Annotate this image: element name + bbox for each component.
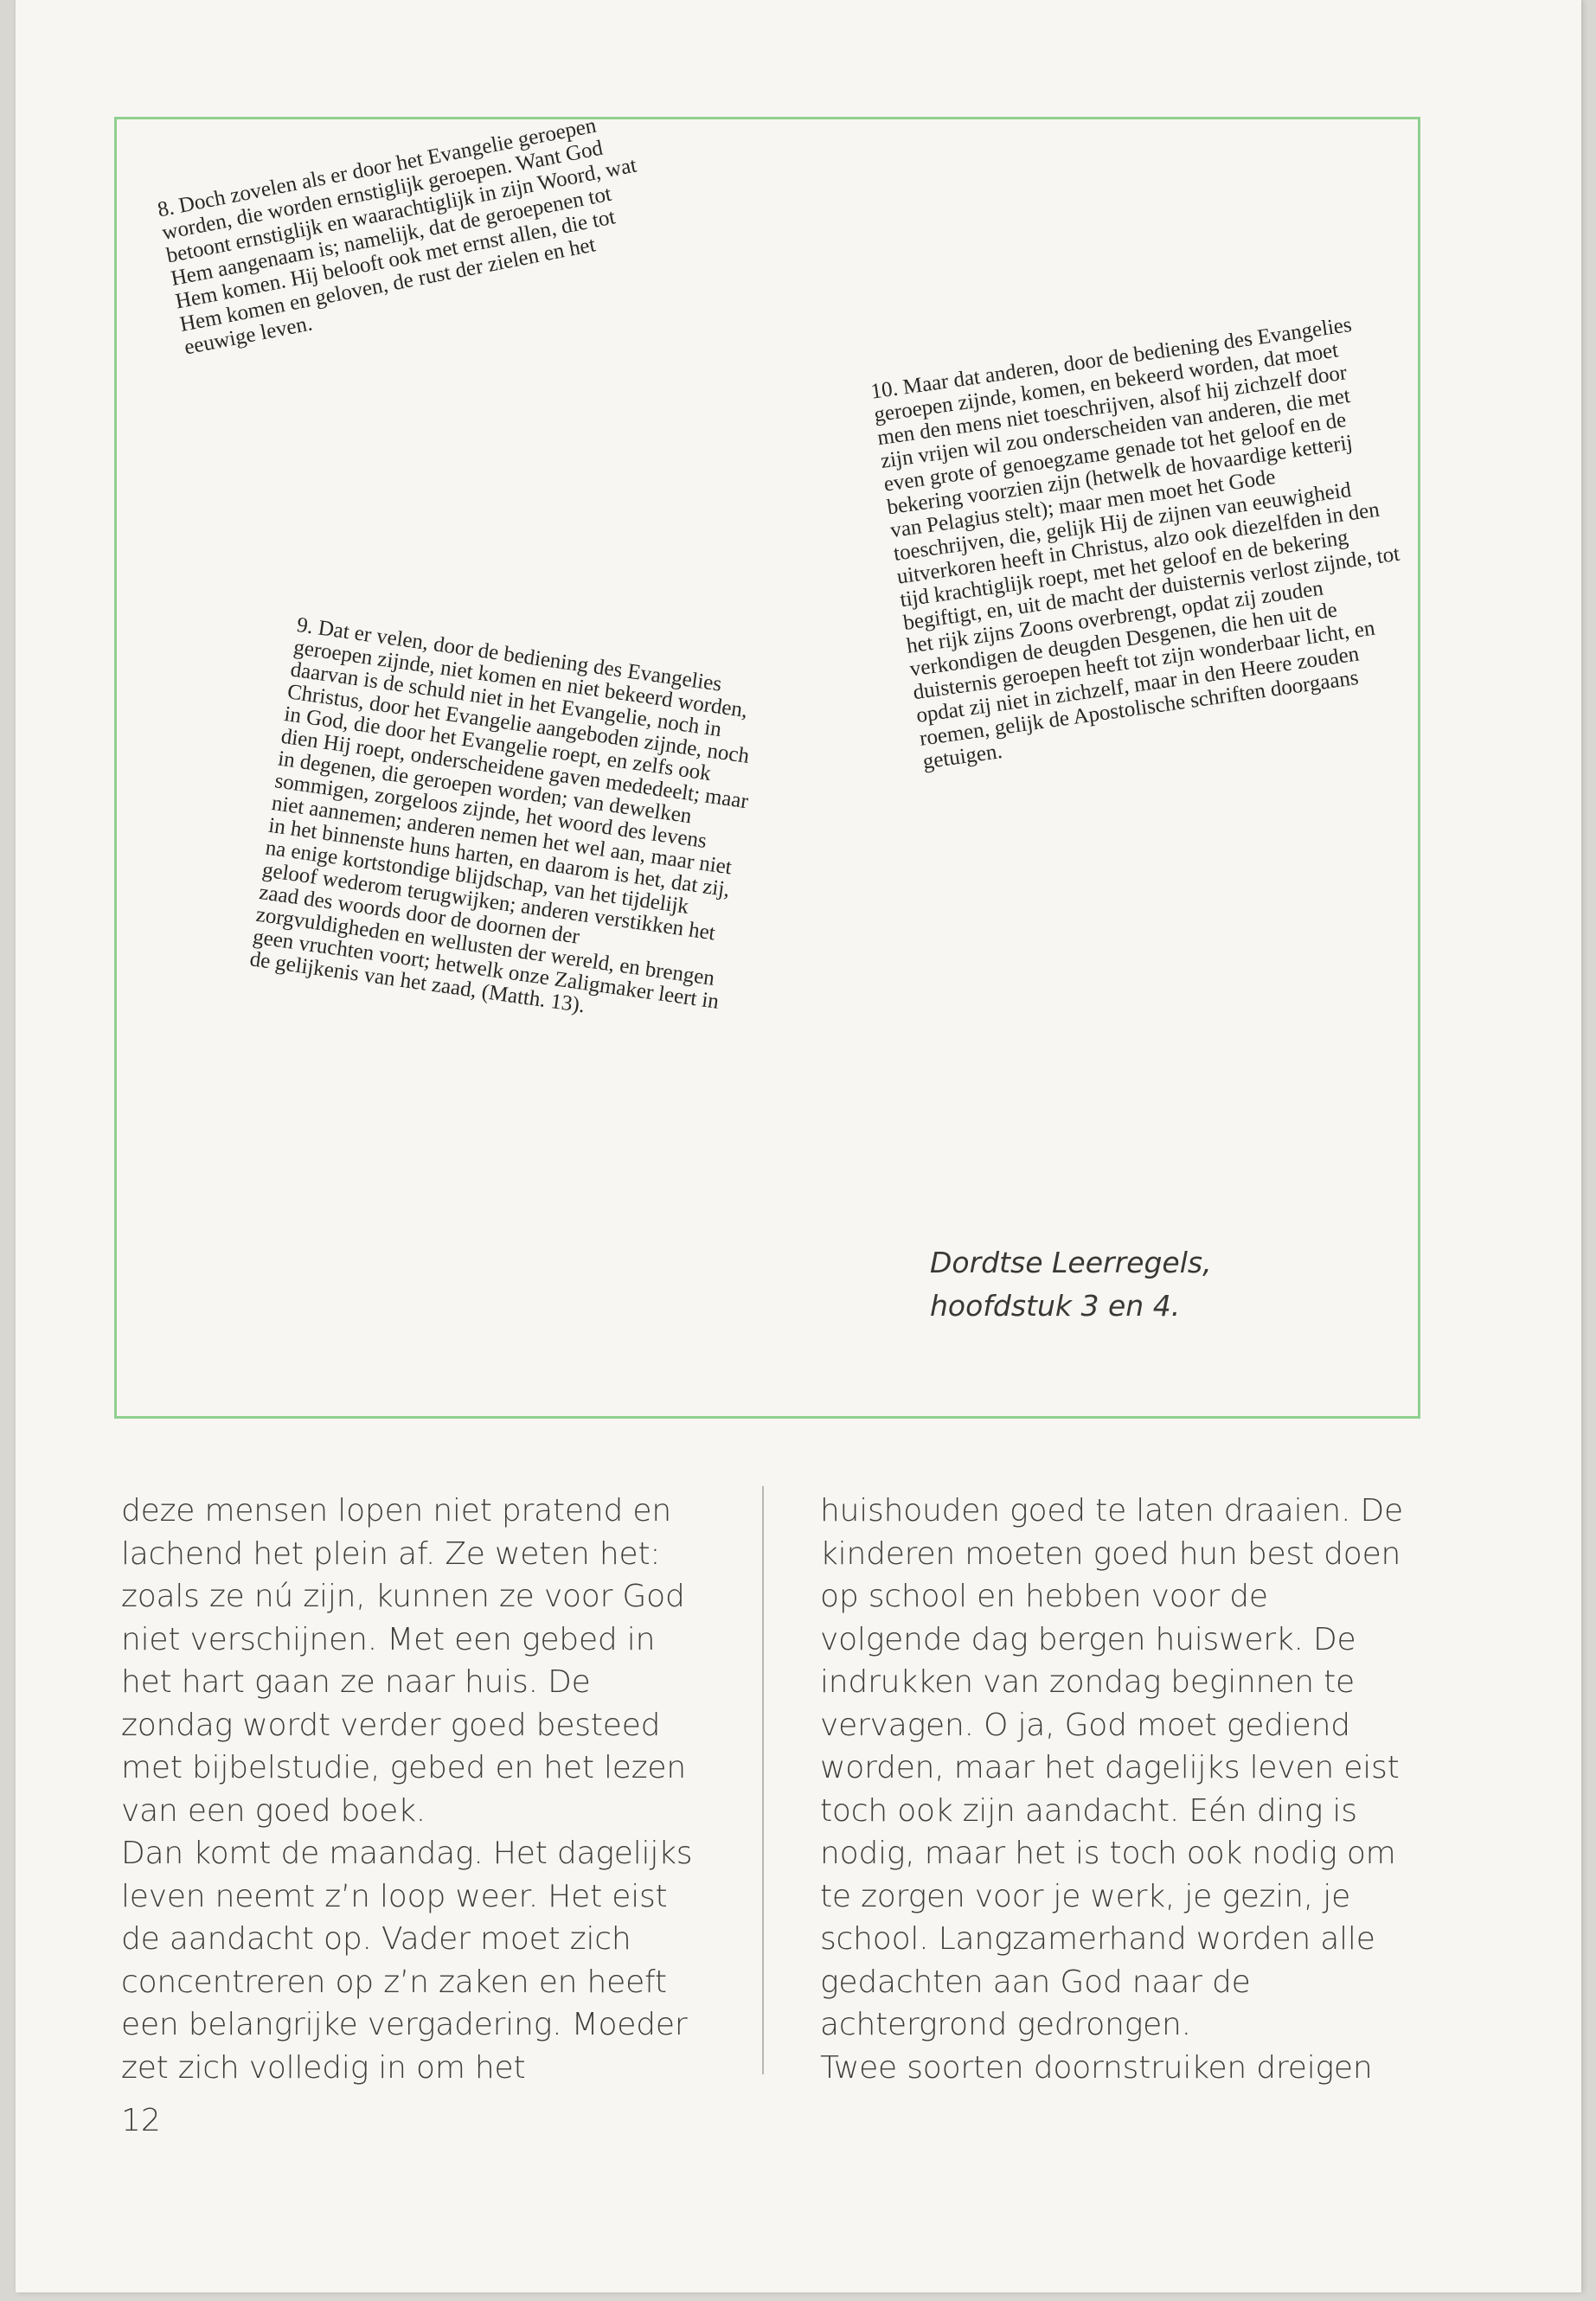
article-10 [869, 311, 1421, 773]
left-line: Dan komt de maandag. Het dagelijks [121, 1836, 693, 1871]
column-divider [762, 1486, 764, 2074]
article-9-text: 9. Dat er velen, door de bediening des Evangelies geroepen zijnde, niet komen en niet bekeerd worden, daarvan is de schuld niet in het Evangelie, noch in Christus, door het Evangelie aangeboden zijnde, noch in God, die door het Evangelie roept, en zelfs ook dien Hij roept, onderscheidene gaven mededeelt; maar in degenen, die geroepen worden; van dewelken sommigen, zorgeloos zijnde, het woord des levens niet aannemen; anderen nemen het wel aan, maar niet in het binnenste huns harten, en daarom is het, dat zij, na enige kortstondige blijdschap, van het tijdelijk geloof wederom terugwijken; anderen verstikken het zaad des woords door de doornen der zorgvuldigheden en wellusten der wereld, en brengen geen vruchten voort; hetwelk onze Zaligmaker leert in de gelijkenis van het zaad, (Matth. 13). [248, 613, 751, 1018]
right-line: nodig, maar het is toch ook nodig om [820, 1836, 1396, 1871]
left-line: het hart gaan ze naar huis. De [121, 1664, 591, 1700]
left-line: leven neemt z’n loop weer. Het eist [121, 1878, 668, 1914]
source-attribution [930, 1241, 1212, 1328]
left-line: met bijbelstudie, gebed en het lezen [121, 1750, 686, 1785]
left-line: zet zich volledig in om het [121, 2049, 526, 2086]
right-line: gedachten aan God naar de [820, 1964, 1251, 2000]
left-line: deze mensen lopen niet pratend en [121, 1493, 671, 1529]
source-line-2: hoofdstuk 3 en 4. [930, 1289, 1181, 1323]
left-line: lachend het plein af. Ze weten het: [121, 1535, 661, 1572]
left-line: zondag wordt verder goed besteed [121, 1707, 661, 1743]
right-line: worden, maar het dagelijks leven eist [820, 1750, 1400, 1785]
right-line: volgende dag bergen huiswerk. De [820, 1621, 1356, 1657]
right-line: op school en hebben voor de [820, 1579, 1268, 1614]
article-10-text: 10. Maar dat anderen, door de bediening des Evangelies geroepen zijnde, komen, en bekeerd worden, dat moet men den mens niet toeschrijven, alsof hij zichzelf door zijn vrijen wil zou onderscheiden van anderen, die met even grote of genoegzame genade tot het geloof en de bekering voorzien zijn (hetwelk de hovaardige ketterij van Pelagius stelt); maar men moet het Gode toeschrijven, die, gelijk Hij de zijnen van eeuwigheid uitverkoren heeft in Christus, alzo ook diezelfden in den tijd krachtiglijk roept, met het geloof en de bekering begiftigt, en, uit de macht der duisternis verlost zijnde, tot het rijk zijns Zoons overbrengt, opdat zij zouden verkondigen de deugden Desgenen, die hen uit de duisternis geroepen heeft tot zijn wonderbaar licht, en opdat zij niet in zichzelf, maar in den Heere zouden roemen, gelijk de Apostolische schriften doorgaans getuigen. [869, 312, 1401, 774]
right-line: achtergrond gedrongen. [820, 2007, 1191, 2042]
right-line: school. Langzamerhand worden alle [820, 1921, 1375, 1957]
left-line: van een goed boek. [121, 1792, 426, 1829]
page-number: 12 [121, 2103, 161, 2138]
right-line: kinderen moeten goed hun best doen [820, 1535, 1401, 1572]
right-line: vervagen. O ja, God moet gediend [820, 1707, 1350, 1743]
right-line: indrukken van zondag beginnen te [820, 1664, 1355, 1700]
left-line: niet verschijnen. Met een gebed in [121, 1621, 656, 1657]
right-line: huishouden goed te laten draaien. De [820, 1493, 1403, 1529]
right-column [820, 1490, 1443, 2089]
left-column [121, 1490, 744, 2089]
left-line: zoals ze nú zijn, kunnen ze voor God [121, 1579, 685, 1614]
source-line-1: Dordtse Leerregels, [930, 1246, 1212, 1279]
right-line: te zorgen voor je werk, je gezin, je [820, 1878, 1351, 1914]
left-line: de aandacht op. Vader moet zich [121, 1921, 631, 1957]
right-line: Twee soorten doornstruiken dreigen [820, 2049, 1373, 2086]
left-line: concentreren op z’n zaken en heeft [121, 1964, 667, 2000]
left-line: een belangrijke vergadering. Moeder [121, 2007, 688, 2042]
right-line: toch ook zijn aandacht. Eén ding is [820, 1792, 1357, 1829]
article-9 [248, 614, 766, 1036]
article-8-text: 8. Doch zovelen als er door het Evangelie geroepen worden, die worden ernstiglijk geroepen. Want God betoont ernstiglijk en waarachtiglijk in zijn Woord, wat Hem aangenaam is; namelijk, dat de geroepenen tot Hem komen. Hij belooft ook met ernst allen, die tot Hem komen en geloven, de rust der zielen en het eeuwige leven. [156, 113, 639, 360]
